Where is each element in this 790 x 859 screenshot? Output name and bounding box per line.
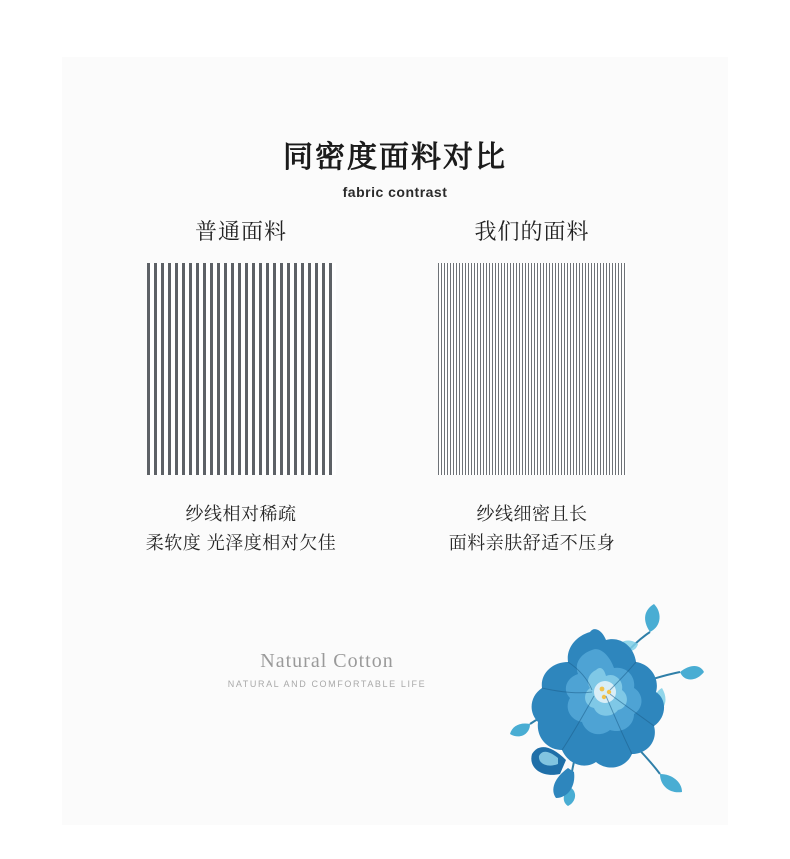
brand-mark	[202, 650, 452, 689]
page-subtitle: fabric contrast	[342, 184, 448, 200]
page-title: 同密度面料对比	[283, 141, 507, 174]
comparison-column-ours	[392, 215, 672, 558]
caption-line-2: 柔软度 光泽度相对欠佳	[145, 533, 337, 553]
column-heading-ours: 我们的面料	[474, 219, 590, 244]
column-caption-ordinary	[101, 500, 381, 558]
fine-weave-swatch	[438, 263, 627, 475]
caption-line-2: 面料亲肤舒适不压身	[448, 533, 616, 553]
column-heading-ordinary: 普通面料	[194, 219, 287, 244]
column-caption-ours	[392, 500, 672, 558]
comparison-column-ordinary	[101, 215, 381, 558]
blue-peony-flower-icon	[492, 592, 712, 807]
swatch-wrapper-ordinary	[101, 263, 381, 475]
coarse-weave-swatch	[147, 263, 336, 475]
caption-line-1: 纱线相对稀疏	[185, 504, 297, 524]
caption-line-1: 纱线细密且长	[476, 504, 588, 524]
brand-name: Natural Cotton	[260, 650, 394, 672]
poster-panel	[62, 57, 728, 825]
swatch-wrapper-ours	[392, 263, 672, 475]
brand-tagline: NATURAL AND COMFORTABLE LIFE	[227, 679, 427, 689]
